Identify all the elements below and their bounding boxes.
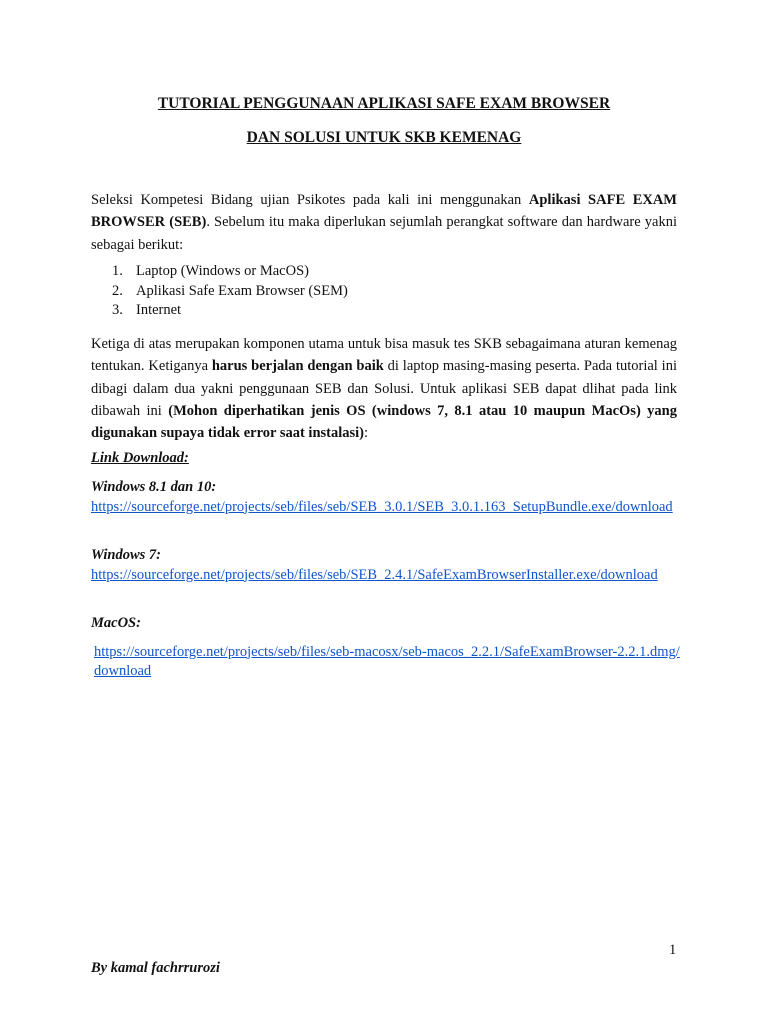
- download-link-macos[interactable]: https://sourceforge.net/projects/seb/files/seb-macosx/seb-macos_2.2.1/SafeExamBrowser-2.2.1.dmg/download: [94, 643, 680, 679]
- intro-bold-app-name: Aplikasi SAFE EXAM BROWSER (SEB): [91, 192, 677, 231]
- download-heading: Link Download:: [91, 450, 189, 466]
- download-link-windows-7[interactable]: https://sourceforge.net/projects/seb/files/seb/SEB_2.4.1/SafeExamBrowserInstaller.exe/download: [91, 566, 658, 583]
- list-number: 2.: [112, 282, 123, 299]
- title-line-2: DAN SOLUSI UNTUK SKB KEMENAG: [246, 129, 522, 146]
- download-section-macos: [91, 614, 681, 682]
- intro-text-1: Seleksi Kompetesi Bidang ujian Psikotes pada kali ini menggunakan: [91, 192, 529, 208]
- download-link-windows-10[interactable]: https://sourceforge.net/projects/seb/files/seb/SEB_3.0.1/SEB_3.0.1.163_SetupBundle.exe/download: [91, 498, 673, 515]
- body-text-2: di laptop masing-masing peserta. Pada tutorial ini dibagi dalam dua yakni penggunaan SEB dan Solusi. Untuk aplikasi SEB dapat dlihat pada link dibawah ini: [91, 358, 677, 419]
- requirements-list: [91, 262, 677, 321]
- os-label: Windows 8.1 dan 10:: [91, 479, 217, 495]
- body-paragraph: [91, 333, 677, 444]
- title-line-1: TUTORIAL PENGGUNAAN APLIKASI SAFE EXAM BROWSER: [157, 95, 611, 112]
- body-bold-1: harus berjalan dengan baik: [211, 358, 384, 375]
- body-text-1: Ketiga di atas merupakan komponen utama untuk bisa masuk tes SKB sebagaimana aturan kemenag tentukan. Ketiganya: [91, 336, 677, 375]
- list-item: [91, 301, 677, 321]
- body-text-3: :: [364, 425, 369, 442]
- list-number: 1.: [112, 263, 123, 279]
- list-item: [91, 282, 677, 302]
- page-number: 1: [669, 942, 677, 958]
- list-label: Aplikasi Safe Exam Browser (SEM): [136, 282, 348, 299]
- os-label: MacOS:: [91, 615, 141, 631]
- download-section-windows-10: [91, 478, 681, 517]
- list-label: Laptop (Windows or MacOS): [136, 263, 309, 279]
- list-label: Internet: [136, 302, 182, 318]
- list-number: 3.: [112, 302, 123, 318]
- body-bold-os-note: (Mohon diperhatikan jenis OS (windows 7, 8.1 atau 10 maupun MacOs) yang digunakan supaya tidak error saat instalasi): [91, 402, 677, 442]
- os-label: Windows 7:: [91, 547, 161, 563]
- intro-paragraph: [91, 189, 677, 256]
- author-credit: By kamal fachrrurozi: [91, 960, 220, 976]
- download-section-windows-7: [91, 546, 681, 585]
- list-item: [91, 262, 677, 282]
- intro-text-2: . Sebelum itu maka diperlukan sejumlah perangkat software dan hardware yakni sebagai berikut:: [91, 214, 677, 253]
